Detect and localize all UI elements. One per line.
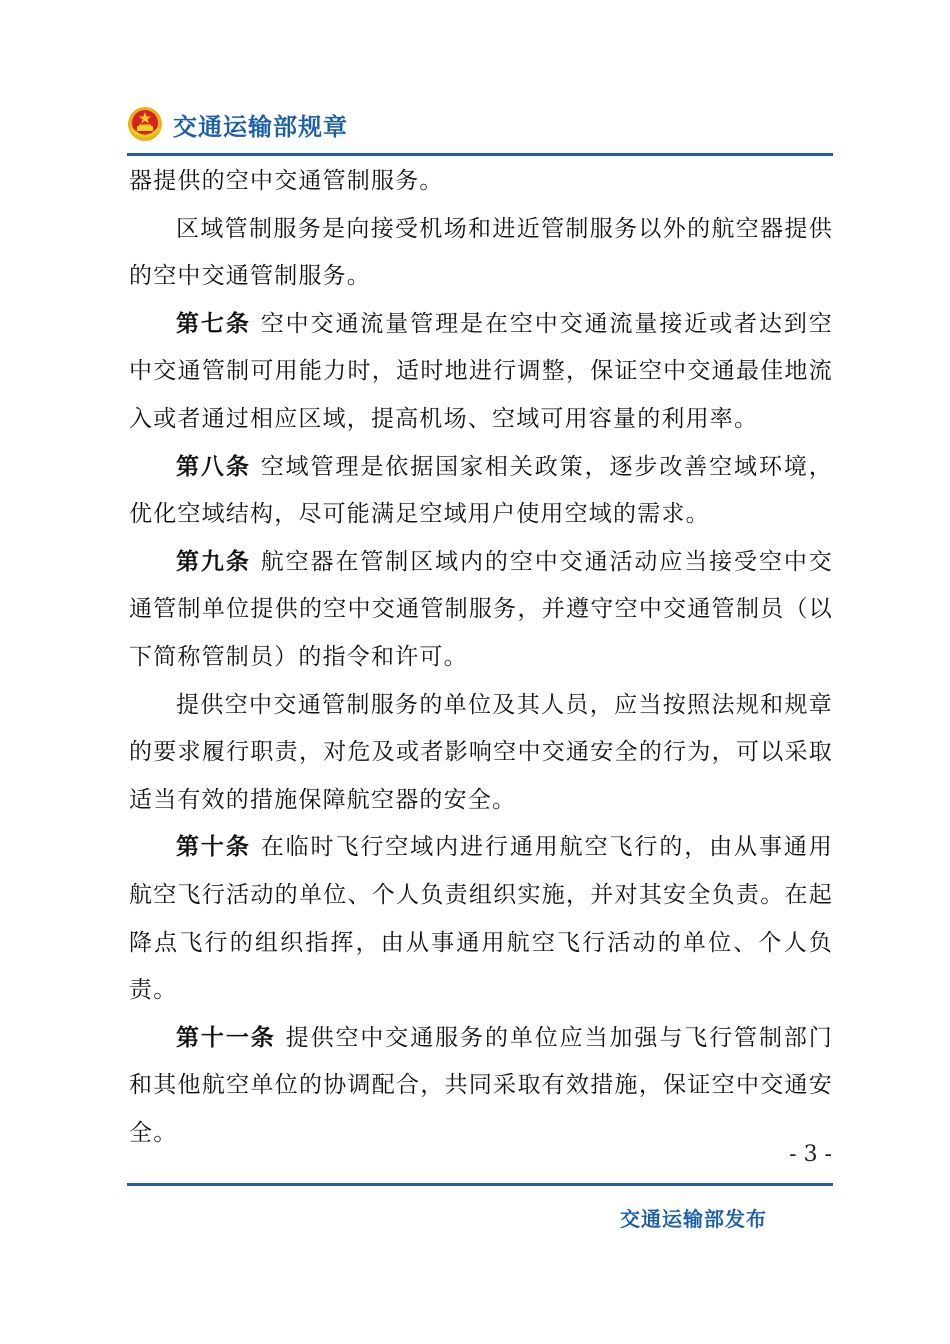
article-heading: 第九条: [176, 548, 251, 575]
paragraph-text: 提供空中交通管制服务的单位及其人员，应当按照法规和规章的要求履行职责，对危及或者影响空中交通安全的行为，可以采取适当有效的措施保障航空器的安全。: [129, 691, 833, 813]
paragraph-text: 航空器在管制区域内的空中交通活动应当接受空中交通管制单位提供的空中交通管制服务，并遵守空中交通管制员（以下简称管制员）的指令和许可。: [129, 548, 833, 670]
footer-publisher: 交通运输部发布: [620, 1207, 767, 1231]
document-header: [127, 98, 835, 150]
article-10: [129, 824, 833, 1014]
article-heading: 第十一条: [176, 1024, 276, 1051]
paragraph-text: 区域管制服务是向接受机场和进近管制服务以外的航空器提供的空中交通管制服务。: [129, 215, 833, 290]
article-heading: 第十条: [176, 834, 251, 861]
paragraph: [129, 206, 833, 301]
page-number: - 3 -: [789, 1142, 832, 1167]
document-body: [129, 158, 833, 1157]
article-heading: 第八条: [176, 453, 251, 480]
paragraph: [129, 158, 833, 206]
paragraph-text: 空域管理是依据国家相关政策，逐步改善空域环境，优化空域结构，尽可能满足空域用户使用空域的需求。: [129, 453, 833, 528]
article-7: [129, 301, 833, 444]
national-emblem-icon: [127, 106, 163, 142]
paragraph-text: 空中交通流量管理是在空中交通流量接近或者达到空中交通管制可用能力时，适时地进行调整，保证空中交通最佳地流入或者通过相应区域，提高机场、空域可用容量的利用率。: [129, 310, 833, 432]
article-11: [129, 1015, 833, 1158]
footer-divider: [127, 1183, 833, 1186]
article-8: [129, 444, 833, 539]
paragraph-text: 器提供的空中交通管制服务。: [129, 168, 444, 194]
article-9: [129, 539, 833, 682]
paragraph: [129, 682, 833, 825]
article-heading: 第七条: [176, 310, 251, 337]
paragraph-text: 在临时飞行空域内进行通用航空飞行的，由从事通用航空飞行活动的单位、个人负责组织实施，并对其安全负责。在起降点飞行的组织指挥，由从事通用航空飞行活动的单位、个人负责。: [129, 834, 833, 1004]
header-title: 交通运输部规章: [173, 112, 348, 141]
paragraph-text: 提供空中交通服务的单位应当加强与飞行管制部门和其他航空单位的协调配合，共同采取有效措施，保证空中交通安全。: [129, 1024, 833, 1146]
header-divider: [127, 153, 833, 156]
